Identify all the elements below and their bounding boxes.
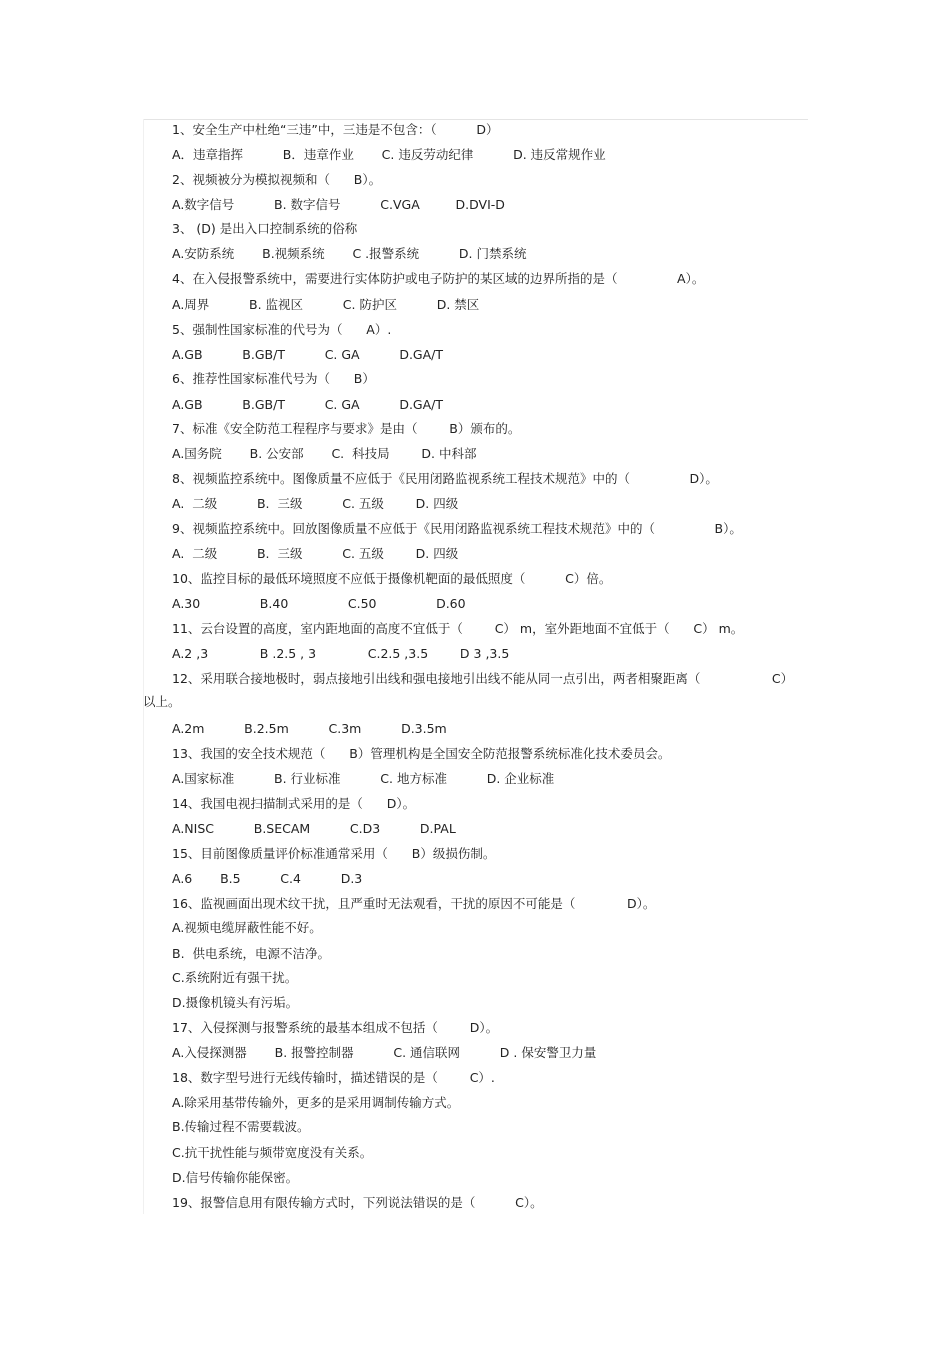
answer-options: A.除采用基带传输外，更多的是采用调制传输方式。 bbox=[172, 1095, 460, 1110]
question-text: 8、视频监控系统中。图像质量不应低于《民用闭路监视系统工程技术规范》中的（ D）。 bbox=[172, 471, 718, 486]
top-divider bbox=[143, 119, 808, 120]
question-text: 1、安全生产中杜绝“三违”中，三违是不包含：（ D） bbox=[172, 122, 499, 137]
answer-options: C.抗干扰性能与频带宽度没有关系。 bbox=[172, 1145, 373, 1160]
answer-options: A.2m B.2.5m C.3m D.3.5m bbox=[172, 721, 447, 736]
answer-options: A.视频电缆屏蔽性能不好。 bbox=[172, 920, 322, 935]
left-margin-line bbox=[143, 119, 144, 1214]
question-text: 16、监视画面出现术纹干扰，且严重时无法观看，干扰的原因不可能是（ D）。 bbox=[172, 896, 656, 911]
question-text: 9、视频监控系统中。回放图像质量不应低于《民用闭路监视系统工程技术规范》中的（ B）。 bbox=[172, 521, 742, 536]
question-text: 2、视频被分为模拟视频和（ B）。 bbox=[172, 172, 382, 187]
question-text: 12、采用联合接地极时，弱点接地引出线和强电接地引出线不能从同一点引出，两者相聚距离（ C） bbox=[172, 671, 794, 686]
question-text: 15、目前图像质量评价标准通常采用（ B）级损伤制。 bbox=[172, 846, 496, 861]
question-text: 4、在入侵报警系统中，需要进行实体防护或电子防护的某区域的边界所指的是（ A）。 bbox=[172, 271, 705, 286]
answer-options: A. 二级 B. 三级 C. 五级 D. 四级 bbox=[172, 546, 459, 561]
answer-options: A.6 B.5 C.4 D.3 bbox=[172, 871, 363, 886]
question-text: 7、标准《安全防范工程程序与要求》是由（ B）颁布的。 bbox=[172, 421, 521, 436]
answer-options: A.数字信号 B. 数字信号 C.VGA D.DVI-D bbox=[172, 197, 505, 212]
answer-options: A.国家标准 B. 行业标准 C. 地方标准 D. 企业标准 bbox=[172, 771, 555, 786]
question-text: 5、强制性国家标准的代号为（ A）. bbox=[172, 322, 392, 337]
question-text: 11、云台设置的高度，室内距地面的高度不宜低于（ C） m，室外距地面不宜低于（ C） m。 bbox=[172, 621, 744, 636]
question-text: 6、推荐性国家标准代号为（ B） bbox=[172, 371, 375, 386]
answer-options: A.安防系统 B.视频系统 C .报警系统 D. 门禁系统 bbox=[172, 246, 527, 261]
question-continuation: 以上。 bbox=[143, 694, 181, 709]
question-text: 10、监控目标的最低环境照度不应低于摄像机靶面的最低照度（ C）倍。 bbox=[172, 571, 612, 586]
answer-options: B. 供电系统，电源不洁净。 bbox=[172, 946, 330, 961]
answer-options: A.GB B.GB/T C. GA D.GA/T bbox=[172, 397, 444, 412]
answer-options: A.周界 B. 监视区 C. 防护区 D. 禁区 bbox=[172, 297, 480, 312]
answer-options: A. 二级 B. 三级 C. 五级 D. 四级 bbox=[172, 496, 459, 511]
answer-options: D.信号传输你能保密。 bbox=[172, 1170, 299, 1185]
answer-options: A.NISC B.SECAM C.D3 D.PAL bbox=[172, 821, 456, 836]
answer-options: A.国务院 B. 公安部 C. 科技局 D. 中科部 bbox=[172, 446, 477, 461]
answer-options: C.系统附近有强干扰。 bbox=[172, 970, 298, 985]
question-text: 13、我国的安全技术规范（ B）管理机构是全国安全防范报警系统标准化技术委员会。 bbox=[172, 746, 671, 761]
answer-options: B.传输过程不需要载波。 bbox=[172, 1119, 310, 1134]
answer-options: A.入侵探测器 B. 报警控制器 C. 通信联网 D . 保安警卫力量 bbox=[172, 1045, 597, 1060]
question-text: 14、我国电视扫描制式采用的是（ D）。 bbox=[172, 796, 416, 811]
question-text: 17、入侵探测与报警系统的最基本组成不包括（ D）。 bbox=[172, 1020, 499, 1035]
question-text: 18、数字型号进行无线传输时，描述错误的是（ C）. bbox=[172, 1070, 495, 1085]
answer-options: A.30 B.40 C.50 D.60 bbox=[172, 596, 466, 611]
answer-options: A．违章指挥 B．违章作业 C. 违反劳动纪律 D. 违反常规作业 bbox=[172, 147, 606, 162]
question-text: 19、报警信息用有限传输方式时，下列说法错误的是（ C）。 bbox=[172, 1195, 543, 1210]
answer-options: D.摄像机镜头有污垢。 bbox=[172, 995, 299, 1010]
answer-options: A.2 ,3 B .2.5 , 3 C.2.5 ,3.5 D 3 ,3.5 bbox=[172, 646, 510, 661]
answer-options: A.GB B.GB/T C. GA D.GA/T bbox=[172, 347, 444, 362]
question-text: 3、 (D) 是出入口控制系统的俗称 bbox=[172, 221, 358, 236]
